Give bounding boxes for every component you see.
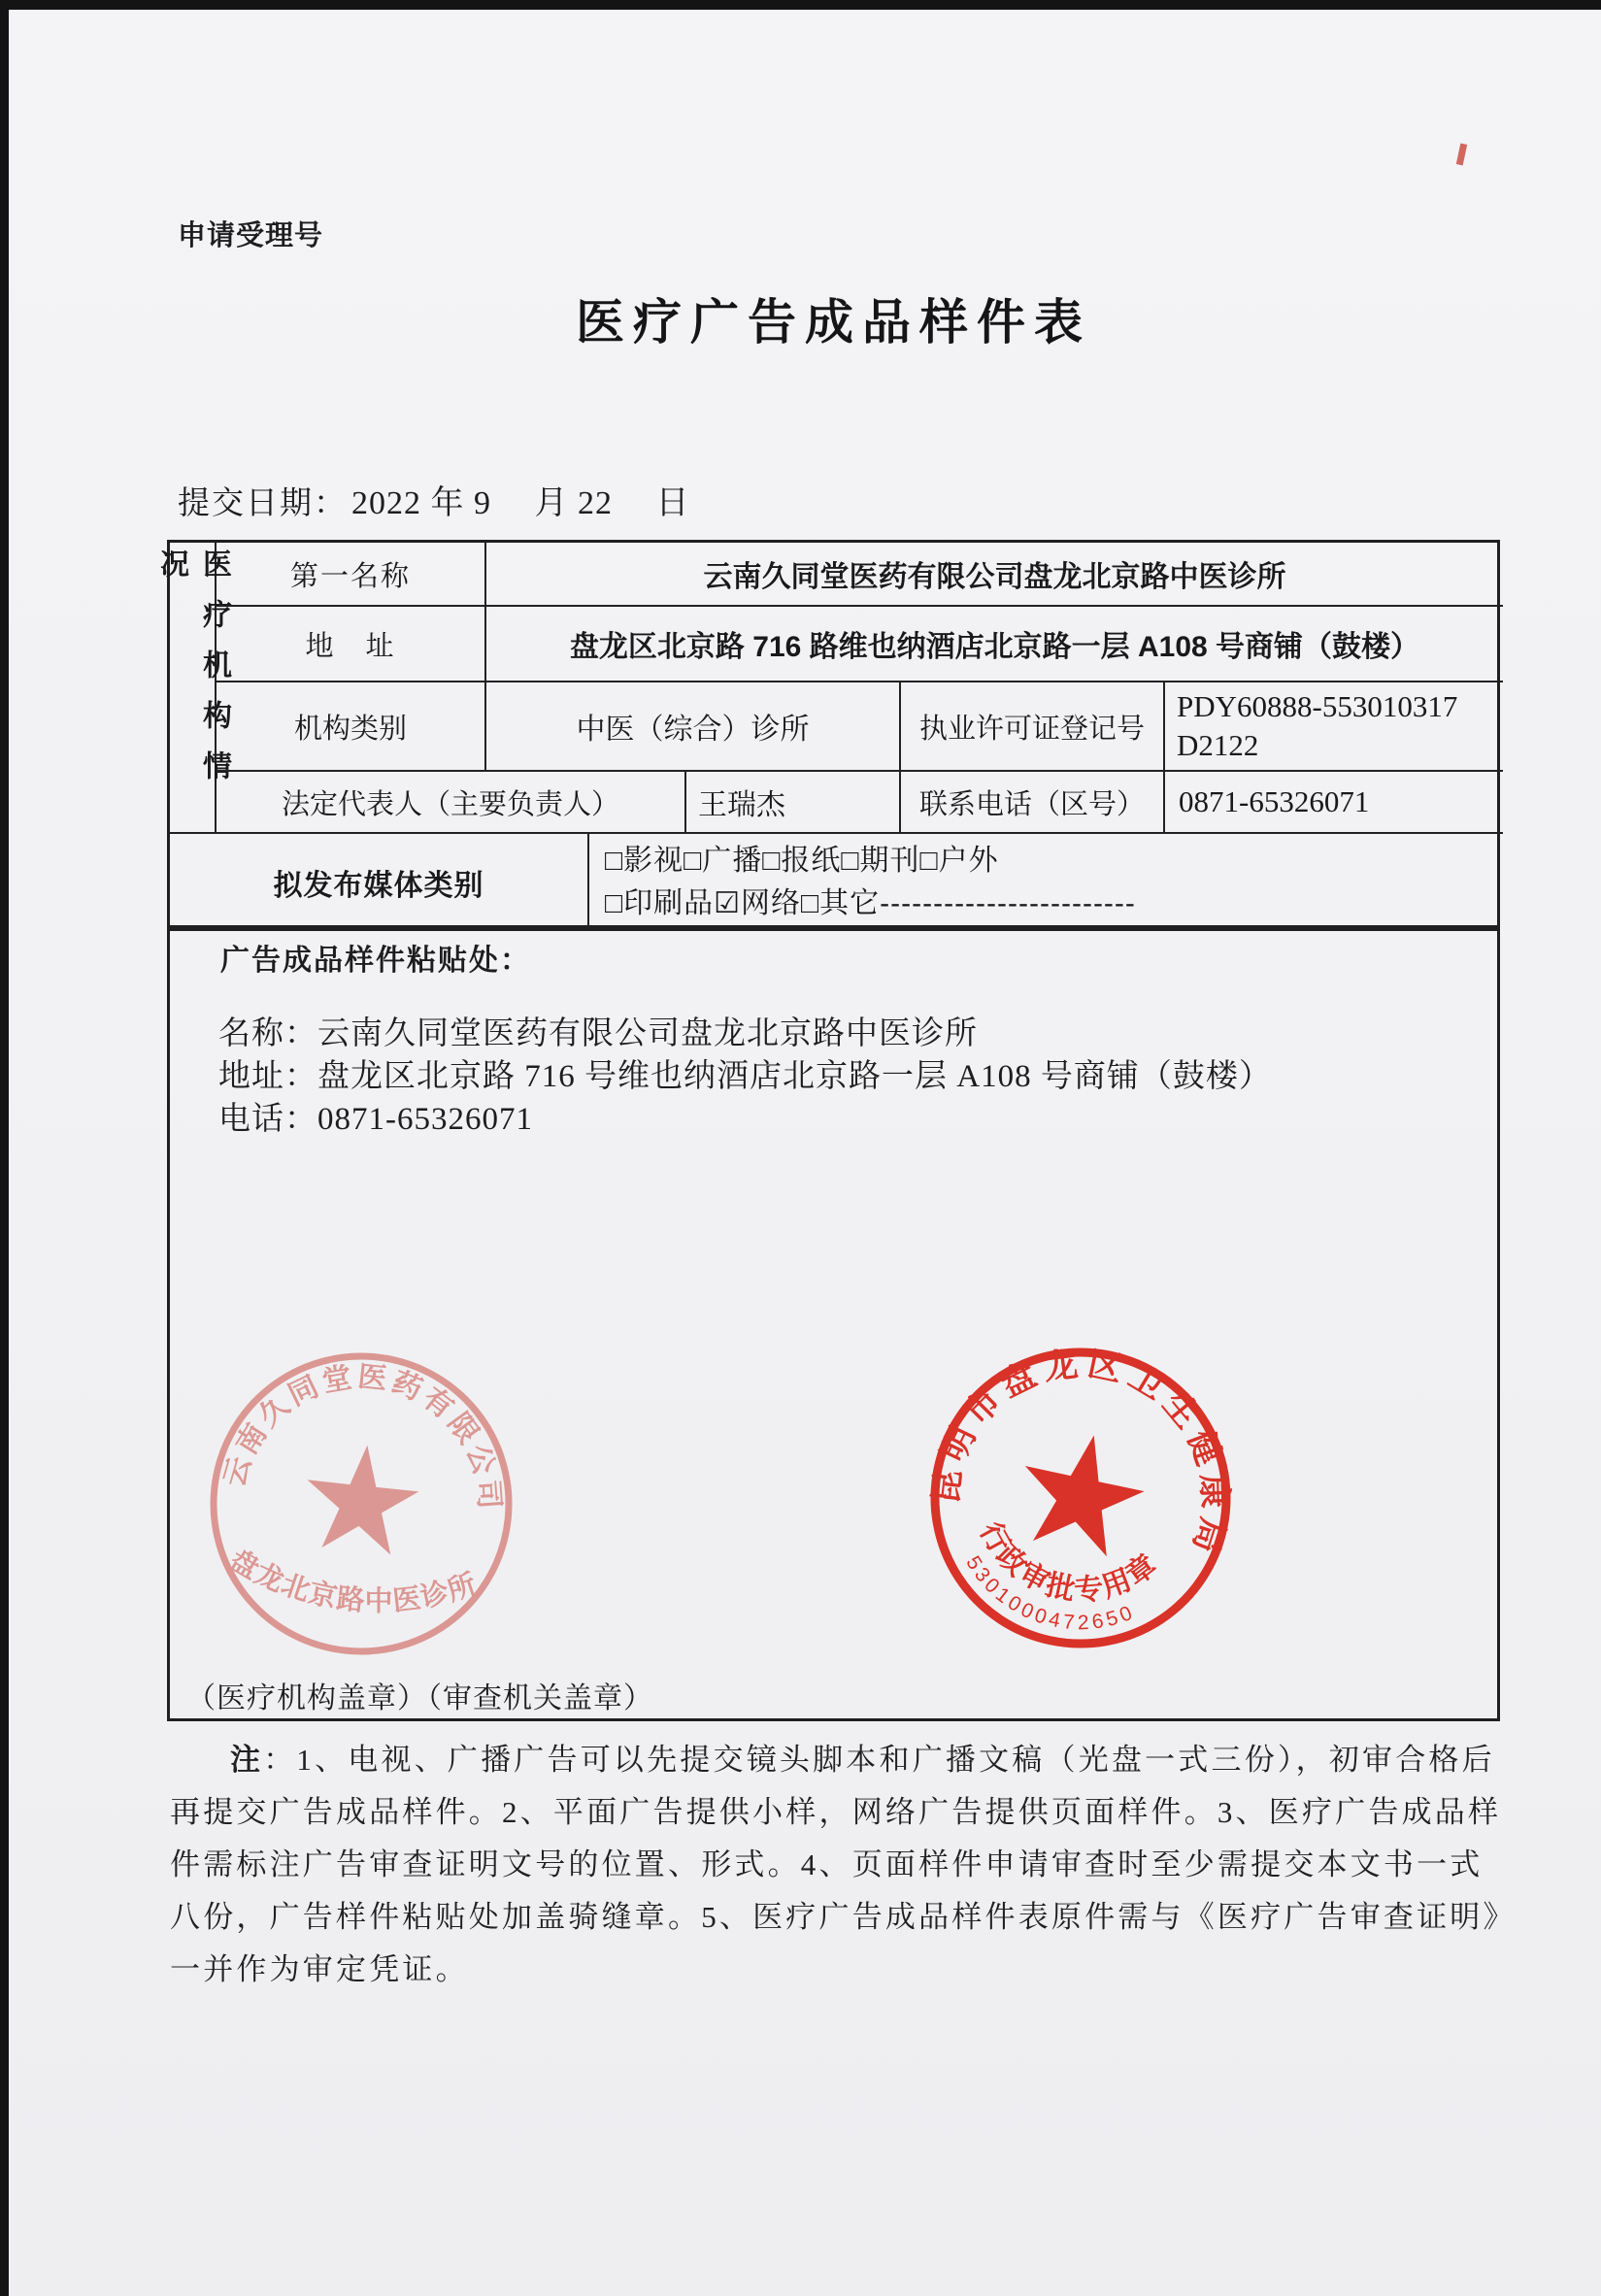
note-line [170, 1734, 1495, 1786]
institution-info-table [155, 540, 1500, 928]
address-row-value: 盘龙区北京路 716 路维也纳酒店北京路一层 A108 号商铺（鼓楼） [486, 607, 1503, 682]
note-line: 八份，广告样件粘贴处加盖骑缝章。5、医疗广告成品样件表原件需与《医疗广告审查证明》 [170, 1900, 1517, 1934]
authority-stamp-number: 5301000472650 [961, 1551, 1140, 1635]
submit-date-value: 2022 年 9 月 22 日 [351, 485, 690, 521]
paste-area-label: 广告成品样件粘贴处： [220, 945, 531, 977]
notes-section [170, 1734, 1517, 1996]
authority-stamp [890, 1308, 1270, 1687]
red-pen-mark [1456, 144, 1467, 166]
note-line: 件需标注广告审查证明文号的位置、形式。4、页面样件申请审查时至少需提交本文书一式 [170, 1847, 1484, 1881]
application-number-label: 申请受理号 [178, 220, 324, 251]
name-row-label: 第一名称 [217, 543, 486, 607]
scan-edge-top [0, 0, 1601, 10]
address-row-label: 地 址 [217, 607, 486, 682]
scan-edge-left [0, 0, 9, 2296]
note-line-text: ：1、电视、广播广告可以先提交镜头脚本和广播文稿（光盘一式三份），初审合格后 [263, 1743, 1495, 1777]
license-value-line1: PDY60888-553010317 [1177, 689, 1458, 723]
media-options [605, 845, 1136, 920]
sample-name-line: 名称：云南久同堂医药有限公司盘龙北京路中医诊所 [218, 1016, 978, 1051]
submit-date-label: 提交日期： [178, 486, 348, 521]
note-label: 注 [230, 1743, 264, 1777]
sample-phone-line: 电话：0871-65326071 [218, 1102, 533, 1137]
authority-stamp-arc-text: 昆明市盘龙区卫生健康局 [926, 1344, 1234, 1564]
svg-text:行政审批专用章 [963, 1512, 1169, 1624]
name-row-value: 云南久同堂医药有限公司盘龙北京路中医诊所 [486, 543, 1503, 607]
star-icon [300, 1440, 422, 1557]
phone-value: 0871-65326071 [1165, 772, 1503, 834]
media-row-value [589, 834, 1503, 931]
media-options-line2: □印刷品☑网络□其它------------------------ [605, 887, 1136, 919]
license-value [1177, 687, 1457, 765]
media-row-label: 拟发布媒体类别 [170, 834, 589, 931]
phone-label: 联系电话（区号） [901, 772, 1165, 834]
representative-row-value: 王瑞杰 [686, 772, 901, 834]
institution-stamp-arc-text: 云南久同堂医药有限公司 [217, 1360, 506, 1514]
license-value-cell [1165, 682, 1503, 772]
stamp-caption: （医疗机构盖章）（审查机关盖章） [186, 1682, 653, 1714]
org-vertical-label: 医疗机构情况 [155, 549, 230, 801]
star-icon [1010, 1422, 1153, 1561]
form-title: 医疗广告成品样件表 [576, 295, 1091, 349]
representative-row-label: 法定代表人（主要负责人） [217, 772, 686, 834]
org-vertical-label-cell [155, 543, 230, 834]
license-label: 执业许可证登记号 [901, 682, 1165, 772]
note-line: 再提交广告成品样件。2、平面广告提供小样，网络广告提供页面样件。3、医疗广告成品样 [170, 1795, 1502, 1829]
category-row-value: 中医（综合）诊所 [486, 682, 901, 772]
license-value-line2: D2122 [1177, 728, 1259, 762]
note-line: 一并作为审定凭证。 [170, 1952, 469, 1986]
category-row-label: 机构类别 [217, 682, 486, 772]
authority-stamp-inner-text: 行政审批专用章 [973, 1516, 1165, 1608]
media-options-line1: □影视□广播□报纸□期刊□户外 [605, 845, 999, 877]
institution-stamp-bottom-text: 盘龙北京路中医诊所 [223, 1544, 482, 1617]
institution-stamp [183, 1325, 539, 1681]
sample-address-line: 地址：盘龙区北京路 716 号维也纳酒店北京路一层 A108 号商铺（鼓楼） [218, 1059, 1272, 1094]
